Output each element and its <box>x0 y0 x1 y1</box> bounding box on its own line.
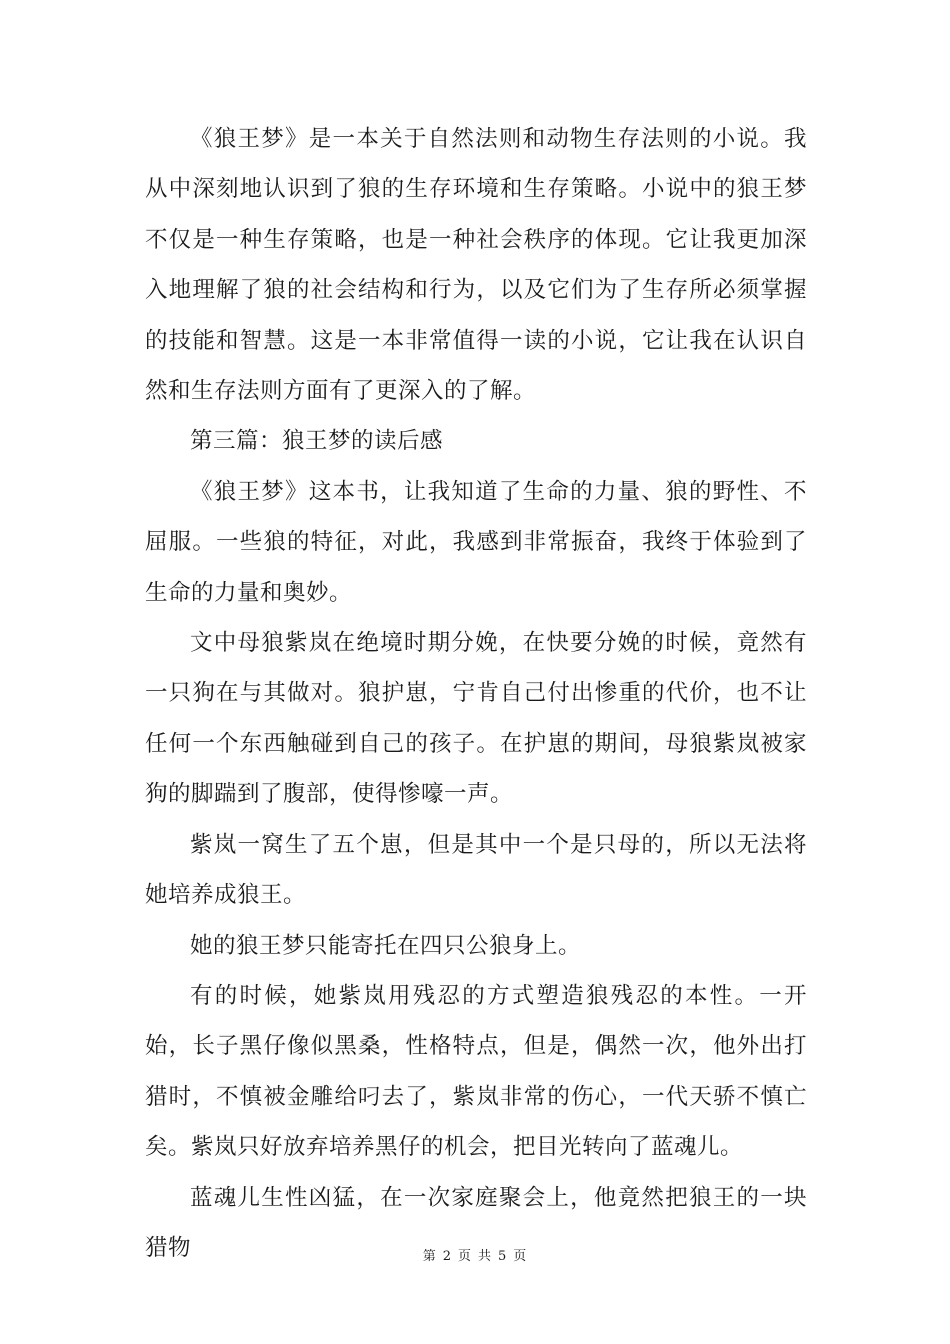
footer-total-pages: 5 <box>498 1249 508 1264</box>
page-footer <box>0 1247 950 1267</box>
footer-total-prefix: 共 <box>478 1249 493 1264</box>
footer-current-page: 2 <box>442 1249 452 1264</box>
footer-total-suffix: 页 <box>513 1249 528 1264</box>
footer-prefix: 第 <box>422 1249 437 1264</box>
footer-page-word: 页 <box>457 1249 472 1264</box>
paragraph-2: 《狼王梦》这本书，让我知道了生命的力量、狼的野性、不屈服。一些狼的特征，对此，我感到非常振奋，我终于体验到了生命的力量和奥妙。 <box>145 478 807 606</box>
paragraph-6: 有的时候，她紫岚用残忍的方式塑造狼残忍的本性。一开始，长子黑仔像似黑桑，性格特点，但是，偶然一次，他外出打猎时，不慎被金雕给叼去了，紫岚非常的伤心，一代天骄不慎亡矣。紫岚只好放弃培养黑仔的机会，把目光转向了蓝魂儿。 <box>145 982 807 1161</box>
paragraph-4: 紫岚一窝生了五个崽，但是其中一个是只母的，所以无法将她培养成狼王。 <box>145 831 807 909</box>
document-body <box>145 114 807 1273</box>
paragraph-7: 蓝魂儿生性凶猛，在一次家庭聚会上，他竟然把狼王的一块猎物 <box>145 1184 807 1261</box>
paragraph-3: 文中母狼紫岚在绝境时期分娩，在快要分娩的时候，竟然有一只狗在与其做对。狼护崽，宁肯自己付出惨重的代价，也不让任何一个东西触碰到自己的孩子。在护崽的期间，母狼紫岚被家狗的脚踹到了腹部，使得惨嚎一声。 <box>145 630 807 808</box>
paragraph-5: 她的狼王梦只能寄托在四只公狼身上。 <box>190 932 582 959</box>
section-heading: 第三篇：狼王梦的读后感 <box>190 428 444 455</box>
paragraph-1: 《狼王梦》是一本关于自然法则和动物生存法则的小说。我从中深刻地认识到了狼的生存环境和生存策略。小说中的狼王梦不仅是一种生存策略，也是一种社会秩序的体现。它让我更加深入地理解了狼的社会结构和行为，以及它们为了生存所必须掌握的技能和智慧。这是一本非常值得一读的小说，它让我在认识自然和生存法则方面有了更深入的了解。 <box>145 126 807 405</box>
